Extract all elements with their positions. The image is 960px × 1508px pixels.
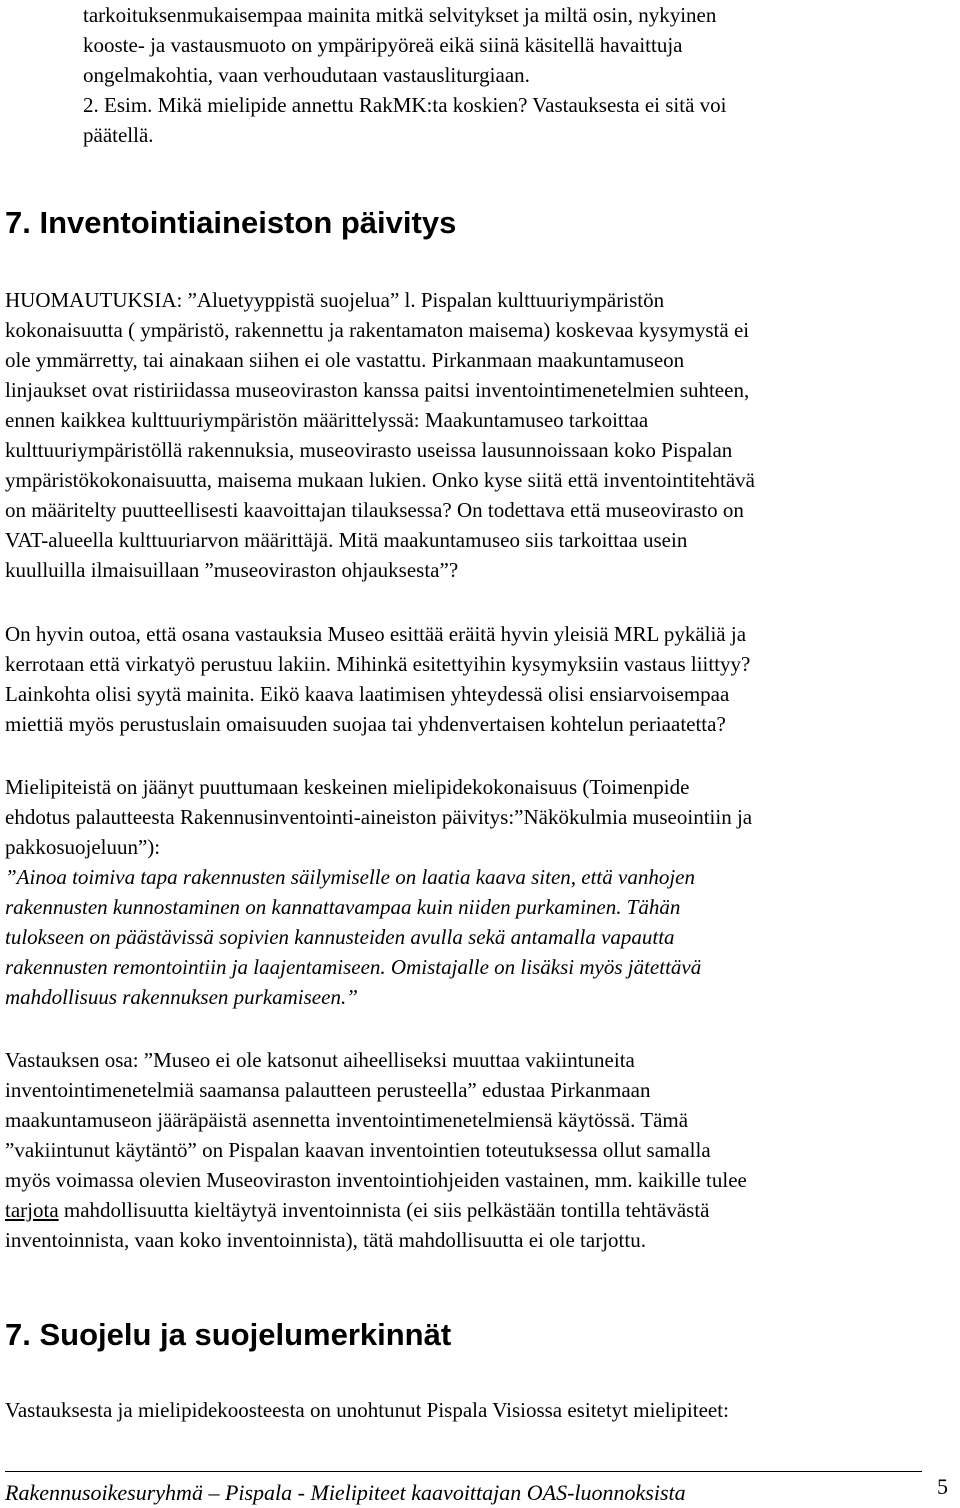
intro-line: ongelmakohtia, vaan verhoudutaan vastausliturgiaan. [83, 63, 530, 87]
intro-line: päätellä. [83, 123, 154, 147]
inventory-paragraph-1 [5, 285, 955, 585]
paragraph-line: kulttuuriympäristöllä rakennuksia, museovirasto useissa lausunnoissaan koko Pispalan [5, 438, 733, 462]
paragraph-line: kuulluilla ilmaisuillaan ”museoviraston ohjauksesta”? [5, 558, 459, 582]
inventory-paragraph-3 [5, 772, 955, 862]
intro-paragraph [83, 0, 955, 150]
paragraph-line: ennen kaikkea kulttuuriympäristön määrittelyssä: Maakuntamuseo tarkoittaa [5, 408, 649, 432]
underlined-word: tarjota [5, 1198, 59, 1222]
paragraph-line: myös voimassa olevien Museoviraston inventointiohjeiden vastainen, mm. kaikille tulee [5, 1168, 747, 1192]
paragraph-line: Vastauksen osa: ”Museo ei ole katsonut aiheelliseksi muuttaa vakiintuneita [5, 1048, 635, 1072]
intro-line: tarkoituksenmukaisempaa mainita mitkä selvitykset ja miltä osin, nykyinen [83, 3, 717, 27]
paragraph-line: pakkosuojeluun”): [5, 835, 161, 859]
paragraph-line: On hyvin outoa, että osana vastauksia Museo esittää eräitä hyvin yleisiä MRL pykäliä ja [5, 622, 747, 646]
quote-line: ”Ainoa toimiva tapa rakennusten säilymiselle on laatia kaava siten, että vanhojen [5, 865, 695, 889]
paragraph-line: Lainkohta olisi syytä mainita. Eikö kaava laatimisen yhteydessä olisi ensiarvoisempaa [5, 682, 730, 706]
quote-line: mahdollisuus rakennuksen purkamiseen.” [5, 985, 358, 1009]
paragraph-line: Mielipiteistä on jäänyt puuttumaan keskeinen mielipidekokonaisuus (Toimenpide [5, 775, 690, 799]
quote-line: rakennusten remontointiin ja laajentamiseen. Omistajalle on lisäksi myös jätettävä [5, 955, 702, 979]
paragraph-line: kerrotaan että virkatyö perustuu lakiin. Mihinkä esitettyihin kysymyksiin vastaus liittyy? [5, 652, 751, 676]
paragraph-line: kokonaisuutta ( ympäristö, rakennettu ja rakentamaton maisema) koskevaa kysymystä ei [5, 318, 750, 342]
section-heading-inventory: 7. Inventointiaineiston päivitys [5, 205, 457, 240]
paragraph-line: VAT-alueella kulttuuriarvon määrittäjä. Mitä maakuntamuseo siis tarkoittaa usein [5, 528, 688, 552]
paragraph-line: linjaukset ovat ristiriidassa museoviraston kanssa paitsi inventointimenetelmien suhteen, [5, 378, 750, 402]
paragraph-line: ole ymmärretty, tai ainakaan siihen ei ole vastattu. Pirkanmaan maakuntamuseon [5, 348, 685, 372]
paragraph-line: inventointimenetelmiä saamansa palautteen perusteella” edustaa Pirkanmaan [5, 1078, 651, 1102]
paragraph-line: maakuntamuseon jääräpäistä asennetta inventointimenetelmiensä käytössä. Tämä [5, 1108, 689, 1132]
intro-line: kooste- ja vastausmuoto on ympäripyöreä eikä siinä käsitellä havaittuja [83, 33, 683, 57]
quote-line: tulokseen on päästävissä sopivien kannusteiden avulla sekä antamalla vapautta [5, 925, 675, 949]
paragraph-line: ympäristökokonaisuutta, maisema mukaan lukien. Onko kyse siitä että inventointitehtävä [5, 468, 756, 492]
footer-text: Rakennusoikesuryhmä – Pispala - Mielipiteet kaavoittajan OAS-luonnoksista [5, 1480, 686, 1505]
paragraph-line: miettiä myös perustuslain omaisuuden suojaa tai yhdenvertaisen kohtelun periaatetta? [5, 712, 726, 736]
paragraph-line: HUOMAUTUKSIA: ”Aluetyyppistä suojelua” l. Pispalan kulttuuriympäristön [5, 288, 665, 312]
footer-rule [5, 1471, 922, 1472]
inventory-paragraph-2 [5, 619, 955, 739]
inventory-paragraph-4 [5, 1045, 955, 1255]
section-heading-protection: 7. Suojelu ja suojelumerkinnät [5, 1317, 452, 1352]
paragraph-line: ehdotus palautteesta Rakennusinventointi-aineiston päivitys:”Näkökulmia museointiin ja [5, 805, 753, 829]
paragraph-line: ”vakiintunut käytäntö” on Pispalan kaavan inventointien toteutuksessa ollut samalla [5, 1138, 711, 1162]
intro-line: 2. Esim. Mikä mielipide annettu RakMK:ta koskien? Vastauksesta ei sitä voi [83, 93, 727, 117]
paragraph-line-rest: mahdollisuutta kieltäytyä inventoinnista (ei siis pelkästään tontilla tehtävästä [58, 1198, 710, 1222]
protection-paragraph-1 [5, 1395, 955, 1425]
quote-line: rakennusten kunnostaminen on kannattavampaa kuin niiden purkaminen. Tähän [5, 895, 681, 919]
paragraph-line [5, 1195, 955, 1225]
paragraph-line: inventoinnista, vaan koko inventoinnista), tätä mahdollisuutta ei ole tarjottu. [5, 1228, 646, 1252]
paragraph-line: on määritelty puutteellisesti kaavoittajan tilauksessa? On todettava että museovirasto on [5, 498, 744, 522]
paragraph-line: Vastauksesta ja mielipidekoosteesta on unohtunut Pispala Visiossa esitetyt mielipiteet: [5, 1398, 729, 1422]
page-number: 5 [937, 1474, 948, 1499]
quoted-passage [5, 862, 955, 1012]
